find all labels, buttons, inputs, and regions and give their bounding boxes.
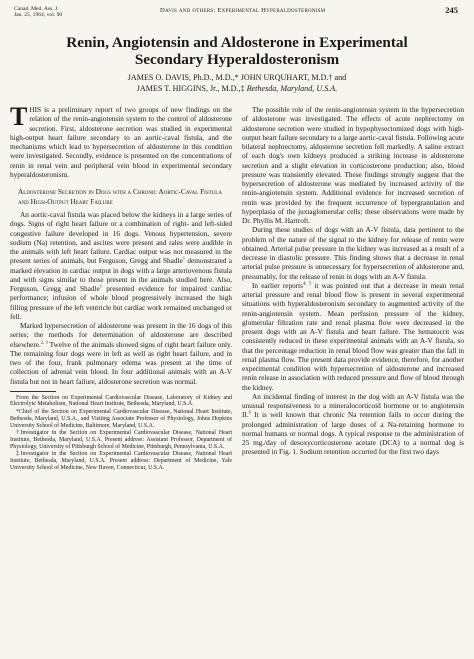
right-column [242, 106, 464, 472]
citation-marker: 1 [182, 255, 186, 261]
author-block [10, 72, 464, 94]
page-number: 245 [445, 5, 458, 15]
citation-marker: 6 [248, 409, 251, 415]
drop-cap: T [10, 102, 28, 131]
footnote: From the Section on Experimental Cardiovascular Disease, Laboratory of Kidney and Electrolyte Metabolism, National Heart Institute, Bethesda, Maryland, U.S.A. [10, 394, 232, 408]
author-affiliation-place: Bethesda, Maryland, U.S.A. [246, 84, 338, 93]
journal-citation [14, 6, 62, 19]
authors-names: JAMES T. HIGGINS, Jr., M.D.,‡ [136, 84, 247, 93]
article-title [10, 34, 464, 68]
running-title: Davis and others: Experimental Hyperaldosteronism [160, 7, 326, 14]
paragraph-text: presented evidence for impaired cardiac performance; infusion of whole blood progressively increased the high filling pressure of the left ventricle but cardiac work remained unchanged or fell. [10, 285, 232, 321]
paragraph-text: An incidental finding of interest in the dog with an A-V fistula was the unusual responsiveness to a mineralocorticoid hormone or to angiotensin II. [242, 392, 464, 420]
journal-name: Canad. Med. Ass. J. [14, 6, 59, 12]
footnotes [10, 395, 232, 472]
paragraph-text: it was pointed out that a decrease in mean renal arterial pressure and renal blood flow is present in several experimental situations with hyperaldosteronism secondary to augmented activity of the renin-angiotensin system. Mean perfusion pressure of the kidney, glomerular filtration rate and renal plasma flow were decreased in the present dogs with an A-V fistula and heart failure. The hematocrit was consistently reduced in these experimental animals with an A-V fistula, so that the percentage reduction in renal blood flow was greater than the fall in renal plasma flow. The present data provide evidence, therefore, for another experimental condition with hypersecretion of aldosterone and increased renin release in association with reduced pressure and flow of blood through the kidney. [242, 281, 465, 392]
authors-line-2 [10, 83, 464, 94]
body-columns [10, 102, 465, 472]
paragraph-text: demonstrated a marked elevation in cardiac output in dogs with a large arteriovenous fistula and with signs similar to those present in the animals studied here. Also, Ferguson, Gregg and Shadle [10, 257, 232, 293]
footnote: †Investigator in the Section on Experimental Cardiovascular Disease, National Heart Institute, Bethesda, Maryland, U.S.A. Present address: Assistant Professor, Department of Physiology, University of Pittsburgh School of Medicine, Pittsburgh, Pennsylvania, U.S.A. [10, 430, 232, 450]
left-column [10, 102, 233, 472]
title-line-1: Renin, Angiotensin and Aldosterone in Experimental [66, 34, 408, 51]
intro-paragraph [10, 102, 232, 180]
paragraph-text: It is well known that chronic Na retention fails to occur during the prolonged administration of large doses of a Na-retaining hormone to normal humans or normal dogs. A typical response to the administration of 25 mg./day of desoxycorticosterone acetate (DCA) to a normal dog is presented in Fig. 1. Sodium retention occurred for the first two days [242, 411, 464, 457]
journal-date-volume: Jan. 25, 1964, vol. 90 [14, 12, 63, 19]
footnote-separator [10, 391, 56, 392]
authors-line-1: JAMES O. DAVIS, Ph.D., M.D.,* JOHN URQUHART, M.D.† and [127, 73, 347, 82]
footnote: ‡Investigator in the Section on Experimental Cardiovascular Disease, National Heart Institute, Bethesda, Maryland, U.S.A. Present address: Department of Medicine, Yale University School of Medicine, New Haven, Connecticut, U.S.A. [10, 451, 232, 471]
paragraph-text: Twelve of the animals showed signs of right heart failure only. The remaining four dogs were in left as well as right heart failure, and in two of the four, frank pulmonary edema was present at the time of collection of adrenal vein blood. In four additional animals with an A-V fistula but not in heart failure, aldosterone secretion was normal. [10, 340, 233, 386]
paragraph-text: In earlier reports [252, 281, 303, 290]
footnote: *Chief of the Section on Experimental Cardiovascular Disease, National Heart Institute, Bethesda, Maryland, U.S.A., and Visiting Associate Professor of Physiology, Johns Hopkins University School of Medicine, Baltimore, Maryland, U.S.A. [10, 409, 232, 429]
intro-text: HIS is a preliminary report of two groups of new findings on the relation of the renin-angiotensin system to the control of aldosterone secretion. First, aldosterone secretion was studied in experimental high-output heart failure secondary to an aortic-caval fistula, and the mechanisms which lead to hypersecretion of aldosterone in this condition were investigated. Secondly, evidence is presented on the concentrations of renin in renal vein and peripheral vein blood in experimental secondary hyperaldosteronism. [10, 106, 232, 179]
body-paragraph [10, 322, 232, 387]
running-head [10, 4, 464, 34]
citation-marker: 4, 5 [303, 280, 312, 286]
title-line-2: Secondary Hyperaldosteronism [134, 51, 340, 68]
paragraph-text: An aortic-caval fistula was placed below the kidneys in a large series of dogs. Signs of right heart failure or a combination of right- and left-sided congestive failure developed in 16 dogs. Venous hypertension, severe sodium (Na) retention, and ascites were present and rales were audible in the animals with left heart failure. Cardiac output was not measured in the present series of animals, but Ferguson, Gregg and Shadle [10, 211, 232, 266]
body-paragraph: The possible role of the renin-angiotensin system in the hypersecretion of aldosterone was investigated. The effects of acute nephrectomy on aldosterone secretion were studied in hypophysectomized dogs with high-output heart failure secondary to a large aortic-caval fistula. Following acute bilateral nephrectomy, aldosterone secretion fell markedly. A saline extract of each dog's own kidneys produced a striking increase in aldosterone secretion and a slight elevation in corticosterone production; also, blood pressure was transiently elevated. These findings strongly suggest that the hypersecretion of aldosterone was mediated by increased activity of the renin-angiotensin system. Additional evidence for increased secretion of renin was provided by the frequent occurrence of hypergranulation and hyperplasia of the juxtaglomerular cells; these observations were made by Dr. Phyllis M. Hartroft. [242, 106, 464, 225]
citation-marker: 1 [99, 283, 103, 289]
body-paragraph [242, 393, 464, 458]
body-paragraph [10, 211, 232, 322]
citation-marker: 2, 3 [40, 339, 48, 345]
body-paragraph [242, 282, 464, 393]
section-heading: Aldosterone Secretion in Dogs with a Chronic Aortic-Caval Fistula and High-Output Heart Failure [18, 187, 222, 206]
body-paragraph: During these studies of dogs with an A-V fistula, data pertinent to the problem of the nature of the signal to the kidney for release of renin were obtained. Arterial pulse pressure in the kidney was increased as a result of a decrease in diastolic pressure. This finding shows that a decrease in renal arterial pulse pressure is unnecessary for hypersecretion of aldosterone and, presumably, for the release of renin in dogs with an A-V fistula. [242, 226, 464, 281]
paragraph-text: Marked hypersecretion of aldosterone was present in the 16 dogs of this series; the methods for determination of aldosterone are described elsewhere. [10, 322, 232, 349]
